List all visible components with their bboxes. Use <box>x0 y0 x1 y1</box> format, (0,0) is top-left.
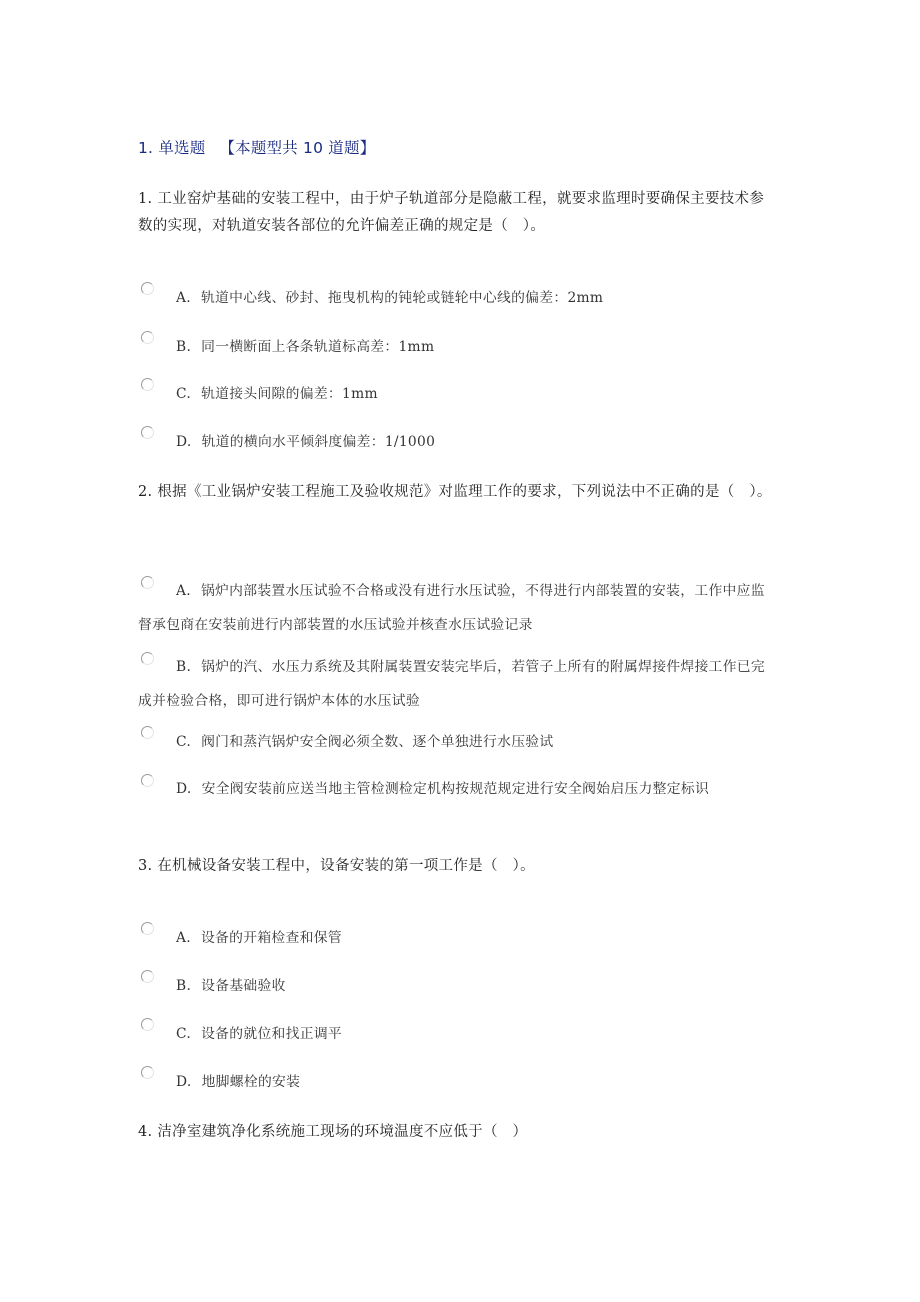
radio-button-icon[interactable] <box>141 426 154 439</box>
question-4-text: 4. 洁净室建筑净化系统施工现场的环境温度不应低于（ ） <box>138 1124 528 1140</box>
question-3-option-b[interactable] <box>138 968 778 1004</box>
option-letter: A. <box>176 583 191 599</box>
radio-button-icon[interactable] <box>141 922 154 935</box>
option-text: 设备的就位和找正调平 <box>201 1026 343 1042</box>
option-text: 设备基础验收 <box>201 978 286 994</box>
radio-button-icon[interactable] <box>141 726 154 739</box>
option-text: 同一横断面上各条轨道标高差：1mm <box>201 339 435 355</box>
question-1-option-b[interactable] <box>138 329 778 365</box>
option-letter: C. <box>176 1026 192 1042</box>
question-3-option-a[interactable] <box>138 920 778 956</box>
option-letter: D. <box>176 434 192 450</box>
radio-button-icon[interactable] <box>141 331 154 344</box>
question-1-text: 1. 工业窑炉基础的安装工程中，由于炉子轨道部分是隐蔽工程，就要求监理时要确保主要技术参数的实现，对轨道安装各部位的允许偏差正确的规定是（ ）。 <box>138 191 765 234</box>
option-text: 轨道接头间隙的偏差：1mm <box>201 386 378 402</box>
option-text: 地脚螺栓的安装 <box>201 1074 301 1090</box>
question-1-option-c[interactable] <box>138 376 778 412</box>
section-heading <box>138 136 375 158</box>
option-text: 阀门和蒸汽锅炉安全阀必须全数、逐个单独进行水压验试 <box>201 734 554 750</box>
question-1-option-a[interactable] <box>138 280 778 316</box>
radio-button-icon[interactable] <box>141 282 154 295</box>
option-letter: B. <box>176 339 192 355</box>
question-2-text: 2. 根据《工业锅炉安装工程施工及验收规范》对监理工作的要求，下列说法中不正确的是（ ）。 <box>138 484 772 500</box>
section-title: 1. 单选题 <box>138 139 206 157</box>
question-3-option-d[interactable] <box>138 1064 778 1100</box>
option-letter: D. <box>176 781 192 797</box>
question-2-option-b[interactable] <box>138 650 778 718</box>
radio-button-icon[interactable] <box>141 774 154 787</box>
question-2-option-d[interactable] <box>138 772 778 806</box>
option-letter: A. <box>176 930 191 946</box>
option-text: 锅炉的汽、水压力系统及其附属装置安装完毕后，若管子上所有的附属焊接件焊接工作已完成并检验合格，即可进行锅炉本体的水压试验 <box>138 659 765 709</box>
question-3-option-c[interactable] <box>138 1016 778 1052</box>
option-letter: A. <box>176 290 191 306</box>
option-text: 设备的开箱检查和保管 <box>200 930 342 946</box>
radio-button-icon[interactable] <box>141 1066 154 1079</box>
option-text: 锅炉内部装置水压试验不合格或没有进行水压试验，不得进行内部装置的安装，工作中应监督承包商在安装前进行内部装置的水压试验并核查水压试验记录 <box>138 583 765 633</box>
radio-button-icon[interactable] <box>141 576 154 589</box>
option-letter: C. <box>176 386 192 402</box>
question-3-text: 3. 在机械设备安装工程中，设备安装的第一项工作是（ ）。 <box>138 858 535 874</box>
radio-button-icon[interactable] <box>141 652 154 665</box>
option-text: 轨道的横向水平倾斜度偏差：1/1000 <box>201 434 436 450</box>
option-letter: D. <box>176 1074 192 1090</box>
option-text: 安全阀安装前应送当地主管检测检定机构按规范规定进行安全阀始启压力整定标识 <box>201 781 710 797</box>
question-1-option-d[interactable] <box>138 424 778 460</box>
option-letter: B. <box>176 978 192 994</box>
question-2-option-a[interactable] <box>138 574 778 642</box>
radio-button-icon[interactable] <box>141 1018 154 1031</box>
option-text: 轨道中心线、砂封、拖曳机构的钝轮或链轮中心线的偏差：2mm <box>200 290 604 306</box>
question-2-option-c[interactable] <box>138 724 778 760</box>
section-count-label: 【本题型共 10 道题】 <box>219 139 376 157</box>
option-letter: B. <box>176 659 192 675</box>
radio-button-icon[interactable] <box>141 970 154 983</box>
option-letter: C. <box>176 734 192 750</box>
radio-button-icon[interactable] <box>141 378 154 391</box>
